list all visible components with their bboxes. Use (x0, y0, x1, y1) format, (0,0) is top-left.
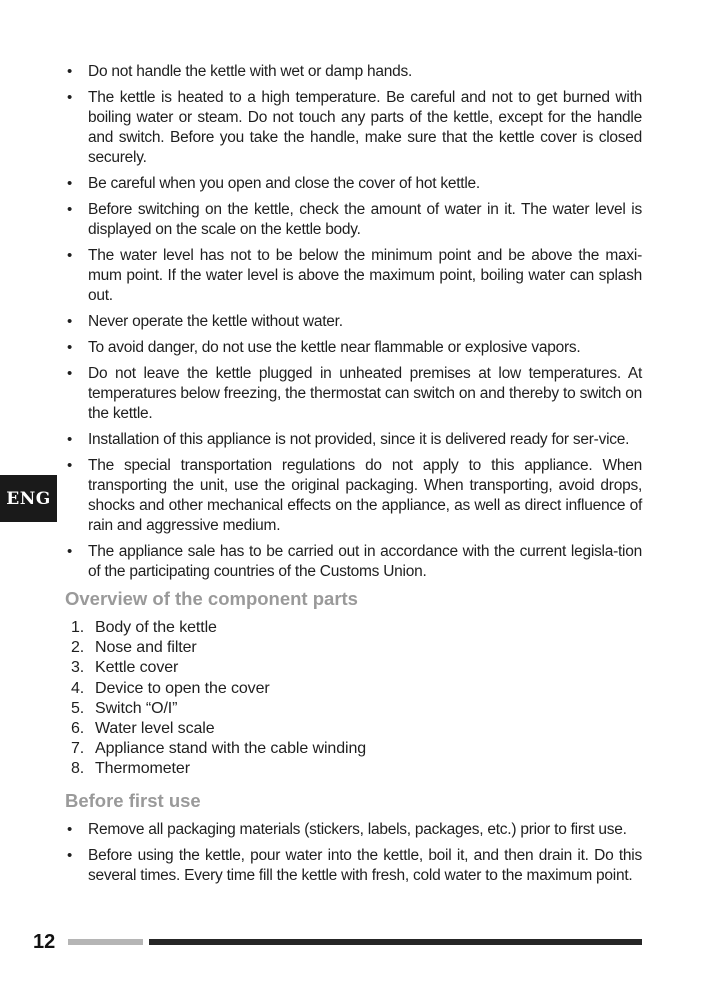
list-item: • Installation of this appliance is not provided, since it is delivered ready for ser-vice. (67, 431, 630, 448)
bullet-icon: • (67, 313, 73, 330)
list-item: 7. Appliance stand with the cable winding (71, 740, 367, 758)
bullet-icon: • (67, 201, 73, 218)
first-use-heading: Before first use (65, 789, 201, 811)
list-item: • The water level has not to be below the minimum point and be above the maxi-mum point. If the water level is above the maximum point, boiling water can splash out. (67, 247, 642, 304)
list-item: • Do not handle the kettle with wet or damp hands. (67, 63, 413, 80)
overview-heading: Overview of the component parts (65, 588, 358, 609)
list-item: • The appliance sale has to be carried out in accordance with the current legisla-tion of the participating countries of the Customs Union. (67, 543, 642, 580)
list-item: • The special transportation regulations do not apply to this appliance. When transporting the unit, use the original packaging. When transporting, avoid drops, shocks and other mechanical effects on the appliance, as well as direct influence of rain and aggressive medium. (67, 457, 642, 534)
page-content (65, 62, 642, 892)
bullet-icon: • (67, 89, 73, 106)
list-item: 8. Thermometer (71, 760, 190, 778)
page-number: 12 (33, 931, 56, 953)
bullet-icon: • (67, 365, 73, 382)
bullet-icon: • (67, 247, 73, 264)
list-item: 6. Water level scale (71, 720, 215, 738)
language-tab-label: ENG (6, 488, 51, 509)
bullet-icon: • (67, 457, 73, 474)
list-item: 4. Device to open the cover (71, 679, 270, 697)
list-item: • The kettle is heated to a high temperature. Be careful and not to get burned with boiling water or steam. Do not touch any parts of the kettle, except for the handle and switch. Before you take the handle, make sure that the kettle cover is closed securely. (67, 89, 642, 166)
list-item: 3. Kettle cover (71, 659, 179, 677)
list-item: • Never operate the kettle without water. (67, 313, 343, 330)
list-item: 1. Body of the kettle (71, 619, 217, 636)
bullet-icon: • (67, 339, 73, 356)
footer-bar-light (68, 939, 143, 945)
component-parts-list (65, 618, 642, 780)
list-item: • Remove all packaging materials (stickers, labels, packages, etc.) prior to first use. (67, 820, 627, 838)
footer-bar-dark (149, 939, 642, 945)
first-use-list (65, 820, 642, 886)
list-item: • Do not leave the kettle plugged in unheated premises at low temperatures. At temperatures below freezing, the thermostat can switch on and thereby to switch on the kettle. (67, 365, 642, 422)
list-item: 2. Nose and filter (71, 639, 197, 657)
bullet-icon: • (67, 846, 73, 864)
bullet-icon: • (67, 63, 73, 80)
list-item: • Be careful when you open and close the cover of hot kettle. (67, 175, 480, 192)
language-tab (0, 475, 57, 522)
list-item: • Before switching on the kettle, check the amount of water in it. The water level is displayed on the scale on the kettle body. (67, 201, 642, 238)
bullet-icon: • (67, 543, 73, 560)
safety-list (65, 62, 642, 582)
list-item: • Before using the kettle, pour water into the kettle, boil it, and then drain it. Do this several times. Every time fill the kettle with fresh, cold water to the maximum point. (67, 846, 642, 884)
list-item: • To avoid danger, do not use the kettle near flammable or explosive vapors. (67, 339, 581, 356)
bullet-icon: • (67, 820, 73, 838)
bullet-icon: • (67, 431, 73, 448)
bullet-icon: • (67, 175, 73, 192)
list-item: 5. Switch “O/I” (71, 699, 178, 717)
